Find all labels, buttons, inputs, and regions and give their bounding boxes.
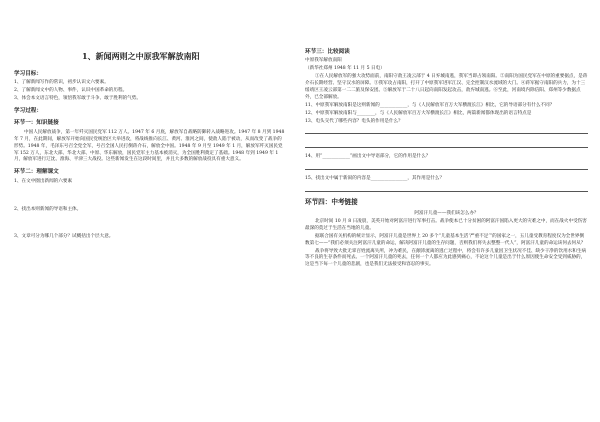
goal-1: 1、了解新闻写作的常识，初步认识文六要素。 [14,80,109,86]
article-body: ①在人民解放军的强大攻势面前，南阳守敌王凌云部于 4 日弃城南逃，我军当即占领南阳。②南阳为国民党军在中原的重要据点，是蒋介石长期经营、坚守汉水的屏障。③我军攻占南阳，打开了中原我军进军江汉、完全控制汉水流域的大门。④蒋军据守南阳的兵力，为十三绥靖区王凌云部第一二二旅及保安团。⑤解放军于二十八日起向南阳发起攻击，敌弃城南逃。⑥至此，河南境内除信阳、郑州等少数据点外，已全部解放。 [305,74,588,100]
reading-paragraph-2: 据联合国有关机构的统计显示，阿富汗儿童是世界上 20 多个“儿童基本生活‘严重不足’”的国家之一，五儿童受教育程度仅为全世界倒数第七——“我们必须关注阿富汗儿童的命运，解决阿富汗儿童的生存问题，否则我们将失去整整一代人”，阿富汗儿童的命运该何去何从？ [305,233,586,246]
goal-3: 3、体会本文语言特色，领悟我军敢于斗争、敢于胜利的气势。 [14,96,141,102]
goal-2: 2、了解新闻文中的人物、事件，认识中国革命的历程。 [14,88,128,94]
section-4-heading: 环节四：中考链接 [305,198,358,207]
answer-line [305,140,588,148]
question-15: 15、找出文中属于新叙的内容是________________，其作用是什么？ [305,176,445,182]
reading-paragraph-3: 战争将导致大批无辜百姓流离失所，冲为难民，在颠沛流离的逃亡过程中，将会有许多儿童因卫生状况不佳、缺少干净的饮用水和生病等不良的生存条件而死去。一个阿富汗儿童的死去，任何一个人都应为此感到痛心，不论这个儿童是出于什么原因使生命安全受到威胁的，这是当下每一个儿童的悲剧，也是我们无法接受和容忍的事实。 [305,248,587,268]
question-14: 14、用“____________”画出文中导语部分，它的作用是什么？ [305,154,431,160]
section-3-heading: 环节三：比较阅读 [305,49,350,55]
question-12: 12、中原我军解放南阳与________，与《人民解放军百万大军横渡长江》相比，两篇新闻都体现出的语言特点是 [305,110,532,116]
answer-line [305,184,588,192]
goals-heading: 学习目标： [14,71,42,77]
answer-line [305,126,588,134]
question-13: 13、电头交代了哪些内容？电头的作用是什么？ [305,118,403,124]
question-3: 3、文章可分为哪几个部分？试概括出个层大意。 [14,234,114,240]
question-2: 2、找出本则新闻的导语和主体。 [14,206,82,212]
question-1: 1、在文中圈出新闻的六要素 [14,178,73,184]
section-1-heading: 环节一：知识链接 [14,120,59,127]
question-11: 11、中原我军解放南阳是这则新闻的____________，与《人民解放军百万大军横渡长江》相比，它的导语部分有什么不同？ [305,102,555,108]
reading-paragraph-1: 北京时间 10 月 8 日凌晨，美英开始对阿富汗进行军事打击。战争使本已十分贫困的阿富汗国陷入更大的灾难之中，而在战火中受伤害最深的莫过于生活在当地的儿童。 [305,218,587,231]
left-column [14,0,286,422]
section-2-heading: 环节二：理解课文 [14,169,59,176]
background-paragraph: 中国人民解放战争，第一年歼灭国民党军 112 万人。1947 年 6 月底，解放军自战略防御转入战略进攻。1947 年 8 月到 1948 年 7 月，在此期间，解放军开始向国民党统治区大举进攻，将战线推向长江、黄河、淮河之间，使敌人陷于被动，从而改变了战争的形势。1948 年，毛泽东号召全党全军，号召全国人民打倒蒋介石，解放全中国。1948 年 9 月至 1949 年 1 月，解放军歼灭国民党军 152 万人，东北大部、华北大部、中原、华东解放，国民党军主力基本被消灭，为全国胜利奠定了基础。1948 年到 1949 年 1 月，解放军进行辽沈、淮海、平津三大战役。这些新闻发生在这段时间里，并且大多数的解放战役具有重大意义。 [14,129,285,163]
reading-title: 阿富汗儿童——我们该怎么办？ [414,211,479,217]
lesson-title: 1、新闻两则之中原我军解放南阳 [82,51,200,61]
right-column [305,0,588,422]
answer-line [305,162,588,170]
study-heading: 学习过程： [14,108,42,115]
article-title: 中原我军解放南阳 [305,58,342,64]
article-meta: （新华社郑州 1948 年 11 月 5 日电） [305,66,385,72]
